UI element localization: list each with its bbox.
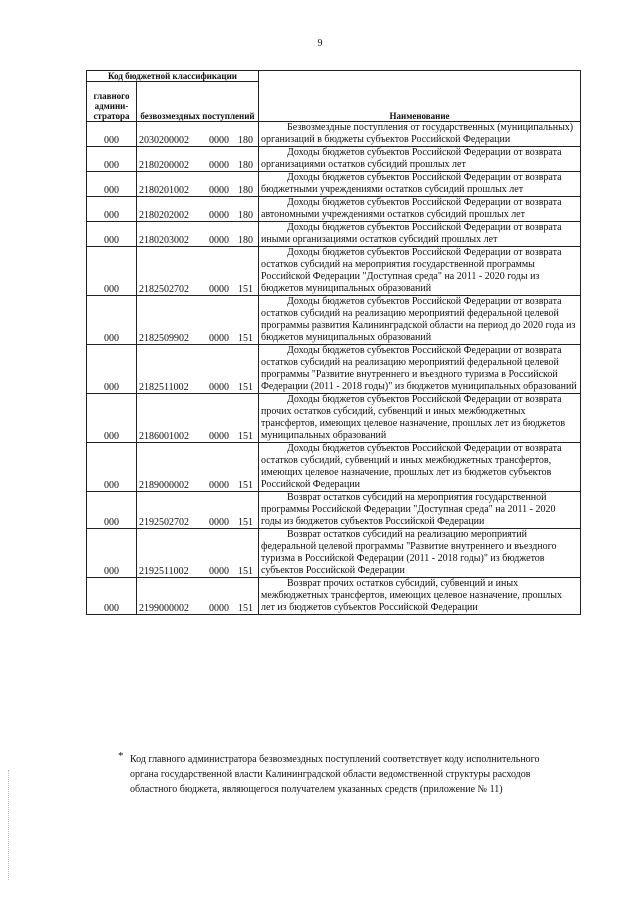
admin-code: 000 — [87, 222, 137, 247]
table-row — [87, 529, 581, 578]
budget-classification-table — [86, 70, 581, 615]
table-row — [87, 122, 581, 147]
admin-code: 000 — [87, 147, 137, 172]
code-kosgu: 180 — [238, 185, 253, 196]
admin-code: 000 — [87, 529, 137, 578]
income-code — [137, 122, 259, 147]
admin-code: 000 — [87, 492, 137, 529]
table-row — [87, 147, 581, 172]
income-code — [137, 443, 259, 492]
code-kosgu: 180 — [238, 135, 253, 146]
header-code: безвозмездных поступлений — [137, 82, 259, 122]
income-code — [137, 529, 259, 578]
income-name-text: Доходы бюджетов субъектов Российской Федерации от возврата прочих остатков субсидий, субвенций и иных межбюджетных трансфертов, имеющих целевое назначение, прошлых лет из бюджетов муниципальных образований — [261, 394, 566, 441]
table-row — [87, 197, 581, 222]
income-name — [259, 443, 581, 492]
code-kosgu: 151 — [238, 284, 253, 295]
income-code — [137, 394, 259, 443]
code-main: 2199000002 — [139, 603, 189, 614]
income-name-text: Доходы бюджетов субъектов Российской Федерации от возврата остатков субсидий на реализацию мероприятий федеральной целевой программы "Развитие внутреннего и въездного туризма в Российской Федерации (2011 - 2018 годы)" из бюджетов муниципальных образований — [261, 345, 577, 392]
income-name — [259, 247, 581, 296]
code-sub: 0000 — [209, 210, 229, 221]
table-row — [87, 492, 581, 529]
table-row — [87, 222, 581, 247]
footnote-marker: * — [118, 750, 124, 762]
table-body — [87, 122, 581, 615]
header-group-label: Код бюджетной классификации — [87, 71, 259, 82]
income-name — [259, 296, 581, 345]
code-main: 2192502702 — [139, 517, 189, 528]
code-kosgu: 180 — [238, 235, 253, 246]
code-kosgu: 151 — [238, 333, 253, 344]
table-row — [87, 578, 581, 615]
code-sub: 0000 — [209, 480, 229, 491]
table-row — [87, 443, 581, 492]
code-sub: 0000 — [209, 603, 229, 614]
code-main: 2182502702 — [139, 284, 189, 295]
income-code — [137, 578, 259, 615]
code-main: 2182509902 — [139, 333, 189, 344]
table-row — [87, 394, 581, 443]
code-main: 2186001002 — [139, 431, 189, 442]
admin-code: 000 — [87, 172, 137, 197]
income-code — [137, 197, 259, 222]
income-name — [259, 147, 581, 172]
code-main: 2180201002 — [139, 185, 189, 196]
income-name — [259, 197, 581, 222]
code-sub: 0000 — [209, 235, 229, 246]
income-code — [137, 345, 259, 394]
code-main: 2192511002 — [139, 566, 189, 577]
code-kosgu: 180 — [238, 160, 253, 171]
header-name: Наименование — [259, 71, 581, 122]
code-main: 2180200002 — [139, 160, 189, 171]
footnote-text: Код главного администратора безвозмездных поступлений соответствует коду исполнительного органа государственной власти Калининградской области ведомственной структуры расходов областного бюджета, являющегося получателем указанных средств (приложение № 11) — [130, 754, 540, 795]
income-name — [259, 345, 581, 394]
income-name-text: Доходы бюджетов субъектов Российской Федерации от возврата бюджетными учреждениями остатков субсидий прошлых лет — [261, 172, 562, 195]
income-name-text: Доходы бюджетов субъектов Российской Федерации от возврата автономными учреждениями остатков субсидий прошлых лет — [261, 197, 562, 220]
admin-code: 000 — [87, 578, 137, 615]
income-code — [137, 296, 259, 345]
income-name-text: Возврат прочих остатков субсидий, субвенций и иных межбюджетных трансфертов, имеющих целевое назначение, прошлых лет из бюджетов субъектов Российской Федерации — [261, 578, 563, 613]
margin-line — [8, 770, 10, 880]
table-row — [87, 172, 581, 197]
code-kosgu: 180 — [238, 210, 253, 221]
footnote — [118, 750, 550, 797]
code-sub: 0000 — [209, 160, 229, 171]
code-sub: 0000 — [209, 517, 229, 528]
income-name — [259, 172, 581, 197]
code-sub: 0000 — [209, 284, 229, 295]
admin-code: 000 — [87, 247, 137, 296]
income-name-text: Доходы бюджетов субъектов Российской Федерации от возврата остатков субсидий на реализацию мероприятий федеральной целевой программы развития Калининградской области на период до 2020 года из бюджетов муниципальных образований — [261, 296, 576, 343]
code-kosgu: 151 — [238, 517, 253, 528]
income-code — [137, 222, 259, 247]
income-name — [259, 492, 581, 529]
income-name-text: Доходы бюджетов субъектов Российской Федерации от возврата остатков субсидий, субвенций и иных межбюджетных трансфертов, имеющих целевое назначение, прошлых лет из бюджетов субъектов Российской Федерации — [261, 443, 562, 490]
income-name — [259, 394, 581, 443]
code-kosgu: 151 — [238, 382, 253, 393]
code-sub: 0000 — [209, 135, 229, 146]
header-admin: главного админи-стратора — [87, 82, 137, 122]
code-main: 2180203002 — [139, 235, 189, 246]
page-number: 9 — [317, 38, 323, 49]
income-code — [137, 172, 259, 197]
code-sub: 0000 — [209, 431, 229, 442]
code-sub: 0000 — [209, 333, 229, 344]
income-name — [259, 222, 581, 247]
income-name — [259, 578, 581, 615]
table-row — [87, 247, 581, 296]
admin-code: 000 — [87, 197, 137, 222]
income-name-text: Возврат остатков субсидий на мероприятия государственной программы Российской Федерации "Доступная среда" на 2011 - 2020 годы из бюджетов субъектов Российской Федерации — [261, 492, 556, 527]
code-main: 2030200002 — [139, 135, 189, 146]
code-main: 2180202002 — [139, 210, 189, 221]
code-sub: 0000 — [209, 382, 229, 393]
income-name-text: Доходы бюджетов субъектов Российской Федерации от возврата остатков субсидий на мероприятия государственной программы Российской Федерации "Доступная среда" на 2011 - 2020 годы из бюджетов муниципальных образований — [261, 247, 562, 294]
table-row — [87, 296, 581, 345]
admin-code: 000 — [87, 394, 137, 443]
code-kosgu: 151 — [238, 431, 253, 442]
income-name — [259, 529, 581, 578]
admin-code: 000 — [87, 443, 137, 492]
income-code — [137, 247, 259, 296]
income-name — [259, 122, 581, 147]
income-code — [137, 147, 259, 172]
code-kosgu: 151 — [238, 603, 253, 614]
code-kosgu: 151 — [238, 480, 253, 491]
admin-code: 000 — [87, 122, 137, 147]
code-kosgu: 151 — [238, 566, 253, 577]
income-name-text: Безвозмездные поступления от государственных (муниципальных) организаций в бюджеты субъектов Российской Федерации — [261, 122, 574, 145]
income-name-text: Доходы бюджетов субъектов Российской Федерации от возврата организациями остатков субсидий прошлых лет — [261, 147, 562, 170]
income-code — [137, 492, 259, 529]
code-main: 2189000002 — [139, 480, 189, 491]
income-name-text: Доходы бюджетов субъектов Российской Федерации от возврата иными организациями остатков субсидий прошлых лет — [261, 222, 562, 245]
code-main: 2182511002 — [139, 382, 189, 393]
admin-code: 000 — [87, 345, 137, 394]
income-name-text: Возврат остатков субсидий на реализацию мероприятий федеральной целевой программы "Развитие внутреннего и въездного туризма в Российской Федерации (2011 - 2018 годы)" из бюджетов субъектов Российской Федерации — [261, 529, 557, 576]
code-sub: 0000 — [209, 566, 229, 577]
code-sub: 0000 — [209, 185, 229, 196]
admin-code: 000 — [87, 296, 137, 345]
table-row — [87, 345, 581, 394]
